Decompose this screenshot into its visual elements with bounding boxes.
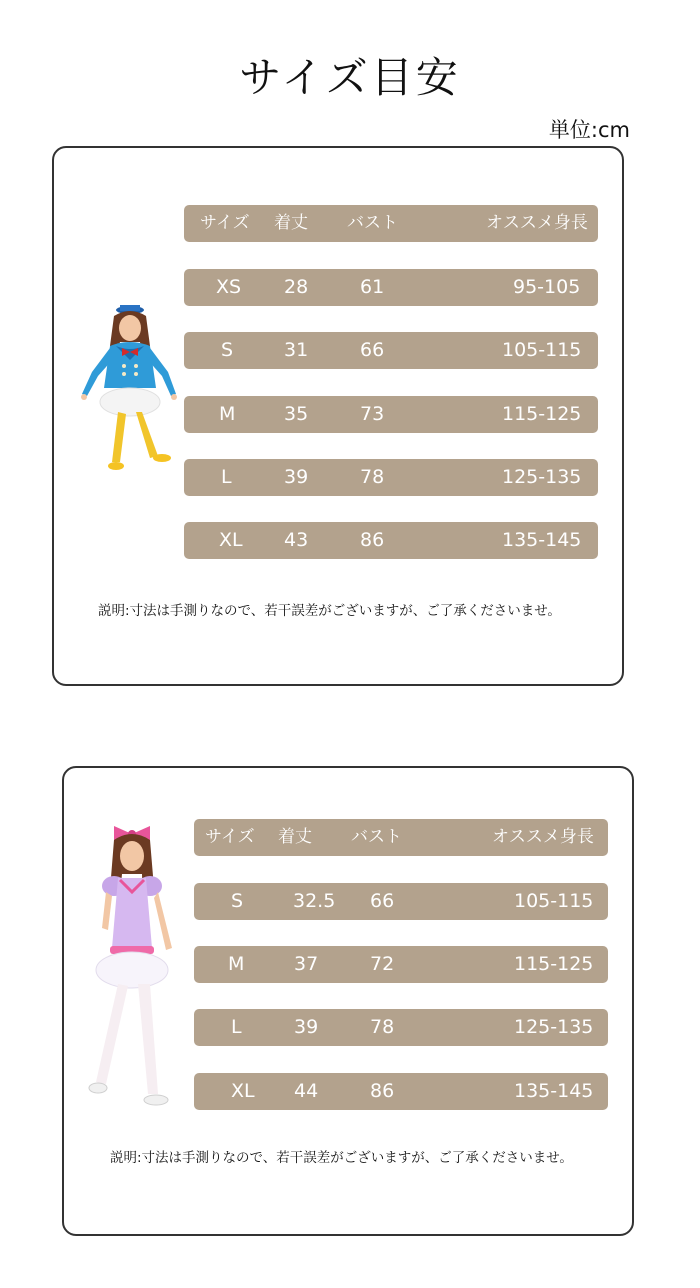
cell-size: XL bbox=[219, 529, 243, 551]
cell-bust: 72 bbox=[370, 953, 395, 975]
cell-length: 28 bbox=[284, 276, 309, 298]
header-height: オススメ身長 bbox=[492, 827, 594, 847]
measurement-note: 説明:寸法は手測りなので、若干誤差がございますが、ご了承くださいませ。 bbox=[98, 603, 561, 619]
cell-bust: 73 bbox=[360, 403, 385, 425]
table-row bbox=[184, 459, 598, 496]
cell-height: 95-105 bbox=[513, 276, 581, 298]
cell-bust: 66 bbox=[370, 890, 395, 912]
cell-bust: 78 bbox=[360, 466, 385, 488]
cell-height: 125-135 bbox=[502, 466, 582, 488]
header-bust: バスト bbox=[347, 213, 398, 233]
measurement-note: 説明:寸法は手測りなので、若干誤差がございますが、ご了承くださいませ。 bbox=[110, 1150, 573, 1166]
header-height: オススメ身長 bbox=[486, 213, 588, 233]
header-size: サイズ bbox=[205, 827, 255, 847]
cell-length: 32.5 bbox=[293, 890, 336, 912]
table-row bbox=[184, 332, 598, 369]
table-row bbox=[184, 396, 598, 433]
size-chart-card-donald bbox=[52, 146, 624, 686]
table-row bbox=[194, 946, 608, 983]
cell-height: 105-115 bbox=[514, 890, 594, 912]
donald-costume-photo-icon bbox=[70, 302, 185, 478]
header-length: 着丈 bbox=[274, 213, 308, 233]
header-size: サイズ bbox=[200, 213, 250, 233]
cell-height: 125-135 bbox=[514, 1016, 594, 1038]
cell-size: L bbox=[231, 1016, 242, 1038]
table-header-row bbox=[194, 819, 608, 856]
cell-length: 39 bbox=[294, 1016, 319, 1038]
cell-height: 115-125 bbox=[502, 403, 582, 425]
cell-length: 39 bbox=[284, 466, 309, 488]
cell-bust: 86 bbox=[360, 529, 385, 551]
table-row bbox=[184, 269, 598, 306]
cell-length: 37 bbox=[294, 953, 319, 975]
cell-size: M bbox=[228, 953, 245, 975]
cell-size: L bbox=[221, 466, 232, 488]
cell-length: 43 bbox=[284, 529, 309, 551]
table-header-row bbox=[184, 205, 598, 242]
cell-length: 35 bbox=[284, 403, 309, 425]
cell-size: M bbox=[219, 403, 236, 425]
cell-bust: 86 bbox=[370, 1080, 395, 1102]
cell-length: 44 bbox=[294, 1080, 319, 1102]
cell-size: XS bbox=[216, 276, 242, 298]
size-chart-card-daisy bbox=[62, 766, 634, 1236]
header-bust: バスト bbox=[351, 827, 402, 847]
cell-size: S bbox=[231, 890, 244, 912]
cell-size: XL bbox=[231, 1080, 255, 1102]
cell-length: 31 bbox=[284, 339, 309, 361]
table-row bbox=[194, 883, 608, 920]
cell-height: 135-145 bbox=[502, 529, 582, 551]
unit-label: 単位:cm bbox=[548, 118, 630, 142]
daisy-costume-photo-icon bbox=[76, 818, 186, 1114]
cell-bust: 66 bbox=[360, 339, 385, 361]
cell-bust: 61 bbox=[360, 276, 385, 298]
header-length: 着丈 bbox=[278, 827, 312, 847]
cell-height: 105-115 bbox=[502, 339, 582, 361]
cell-height: 115-125 bbox=[514, 953, 594, 975]
table-row bbox=[184, 522, 598, 559]
cell-size: S bbox=[221, 339, 234, 361]
cell-bust: 78 bbox=[370, 1016, 395, 1038]
table-row bbox=[194, 1009, 608, 1046]
cell-height: 135-145 bbox=[514, 1080, 594, 1102]
table-row bbox=[194, 1073, 608, 1110]
page-title: サイズ目安 bbox=[239, 53, 461, 102]
